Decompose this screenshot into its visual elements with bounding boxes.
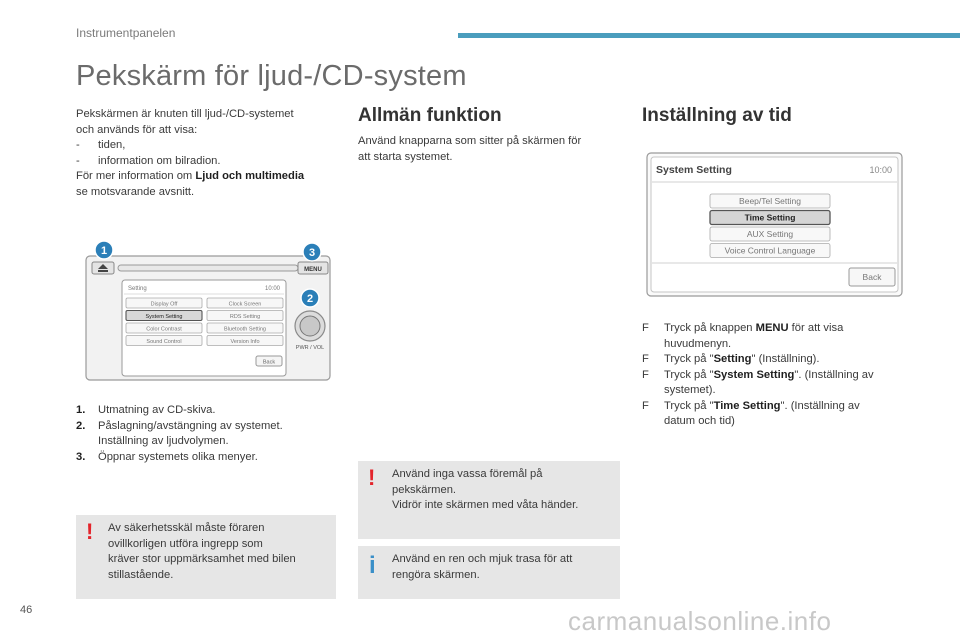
intro-list-item: - information om bilradion.: [76, 154, 221, 167]
intro-line: och används för att visa:: [76, 123, 198, 136]
step-item: F Tryck på knappen MENU för att visa huvudmenyn.: [642, 322, 844, 350]
cleaning-info-text: Använd en ren och mjuk trasa för att rengöra skärmen.: [392, 553, 573, 581]
system-screen-time: 10:00: [869, 165, 892, 175]
warning-icon: !: [86, 519, 94, 544]
intro-more: För mer information om Ljud och multimedia: [76, 170, 305, 182]
device-menu-button-label: RDS Setting: [229, 314, 261, 320]
step-item: F Tryck på "Setting" (Inställning).: [642, 353, 820, 365]
menu-key-label: MENU: [304, 267, 322, 273]
intro-list-item: - tiden,: [76, 139, 126, 151]
safety-warning-text: Av säkerhetsskäl måste föraren ovillkorligen utföra ingrepp som kräver stor uppmärksamhet med bilen stillastående.: [108, 522, 296, 581]
page-title: Pekskärm för ljud-/CD-system: [76, 60, 467, 92]
page-number: 46: [20, 604, 33, 616]
system-back-label: Back: [862, 272, 882, 282]
system-menu-button-label: Time Setting: [744, 212, 796, 223]
device-menu-button-label: Bluetooth Setting: [224, 326, 266, 333]
device-menu-button-label: System Setting: [145, 314, 183, 320]
step-item: F Tryck på "System Setting". (Inställning av systemet).: [642, 368, 874, 396]
device-menu-button-label: Display Off: [150, 301, 178, 308]
touchscreen-warning-text: Använd inga vassa föremål på pekskärmen. Vidrör inte skärmen med våta händer.: [392, 468, 579, 511]
device-menu-button-label: Color Contrast: [146, 326, 182, 333]
time-setting-steps: [642, 321, 912, 430]
device-menu-button-label: Version Info: [230, 339, 260, 345]
callout-1: 1: [100, 245, 108, 257]
info-icon: i: [369, 552, 376, 579]
general-function-text: Använd knapparna som sitter på skärmen för att starta systemet.: [358, 135, 582, 163]
warning-icon: !: [368, 465, 376, 490]
callout-2: 2: [306, 293, 314, 305]
step-item: F Tryck på "Time Setting". (Inställning av datum och tid): [642, 399, 860, 427]
audio-unit-illustration: [84, 236, 334, 384]
touchscreen-warning-box: [358, 461, 620, 539]
section-label: Instrumentpanelen: [76, 26, 176, 40]
safety-warning-box: [76, 515, 336, 599]
device-screen-time: 10:00: [264, 286, 280, 292]
watermark: carmanualsonline.info: [568, 606, 832, 636]
device-back-label: Back: [262, 359, 276, 366]
pwr-vol-label: PWR / VOL: [295, 345, 325, 351]
device-menu-button-label: Sound Control: [146, 339, 182, 345]
legend-item: 1. Utmatning av CD-skiva.: [76, 404, 216, 416]
device-screen-title: Setting: [128, 286, 147, 292]
legend-item: 3. Öppnar systemets olika menyer.: [76, 450, 258, 463]
header-rule: [458, 33, 960, 38]
general-function-heading: Allmän funktion: [358, 105, 502, 126]
intro-line: Pekskärmen är knuten till ljud-/CD-systemet: [76, 108, 294, 120]
device-menu-button-label: Clock Screen: [228, 301, 262, 308]
system-setting-screen-illustration: [646, 152, 904, 298]
system-screen-title: System Setting: [656, 164, 732, 176]
system-menu-button-label: AUX Setting: [746, 229, 794, 239]
time-setting-heading: Inställning av tid: [642, 105, 792, 126]
cleaning-info-box: [358, 546, 620, 599]
legend-item: 2. Påslagning/avstängning av systemet. Inställning av ljudvolymen.: [76, 419, 283, 447]
system-setting-screen-drawing: [646, 152, 904, 298]
system-menu-button-label: Voice Control Language: [724, 245, 816, 256]
intro-text: [76, 107, 346, 200]
callout-legend: [76, 403, 346, 465]
intro-more-suffix: se motsvarande avsnitt.: [76, 185, 195, 198]
audio-unit-drawing: [84, 236, 334, 384]
callout-3: 3: [308, 247, 316, 259]
system-menu-button-label: Beep/Tel Setting: [739, 196, 801, 206]
